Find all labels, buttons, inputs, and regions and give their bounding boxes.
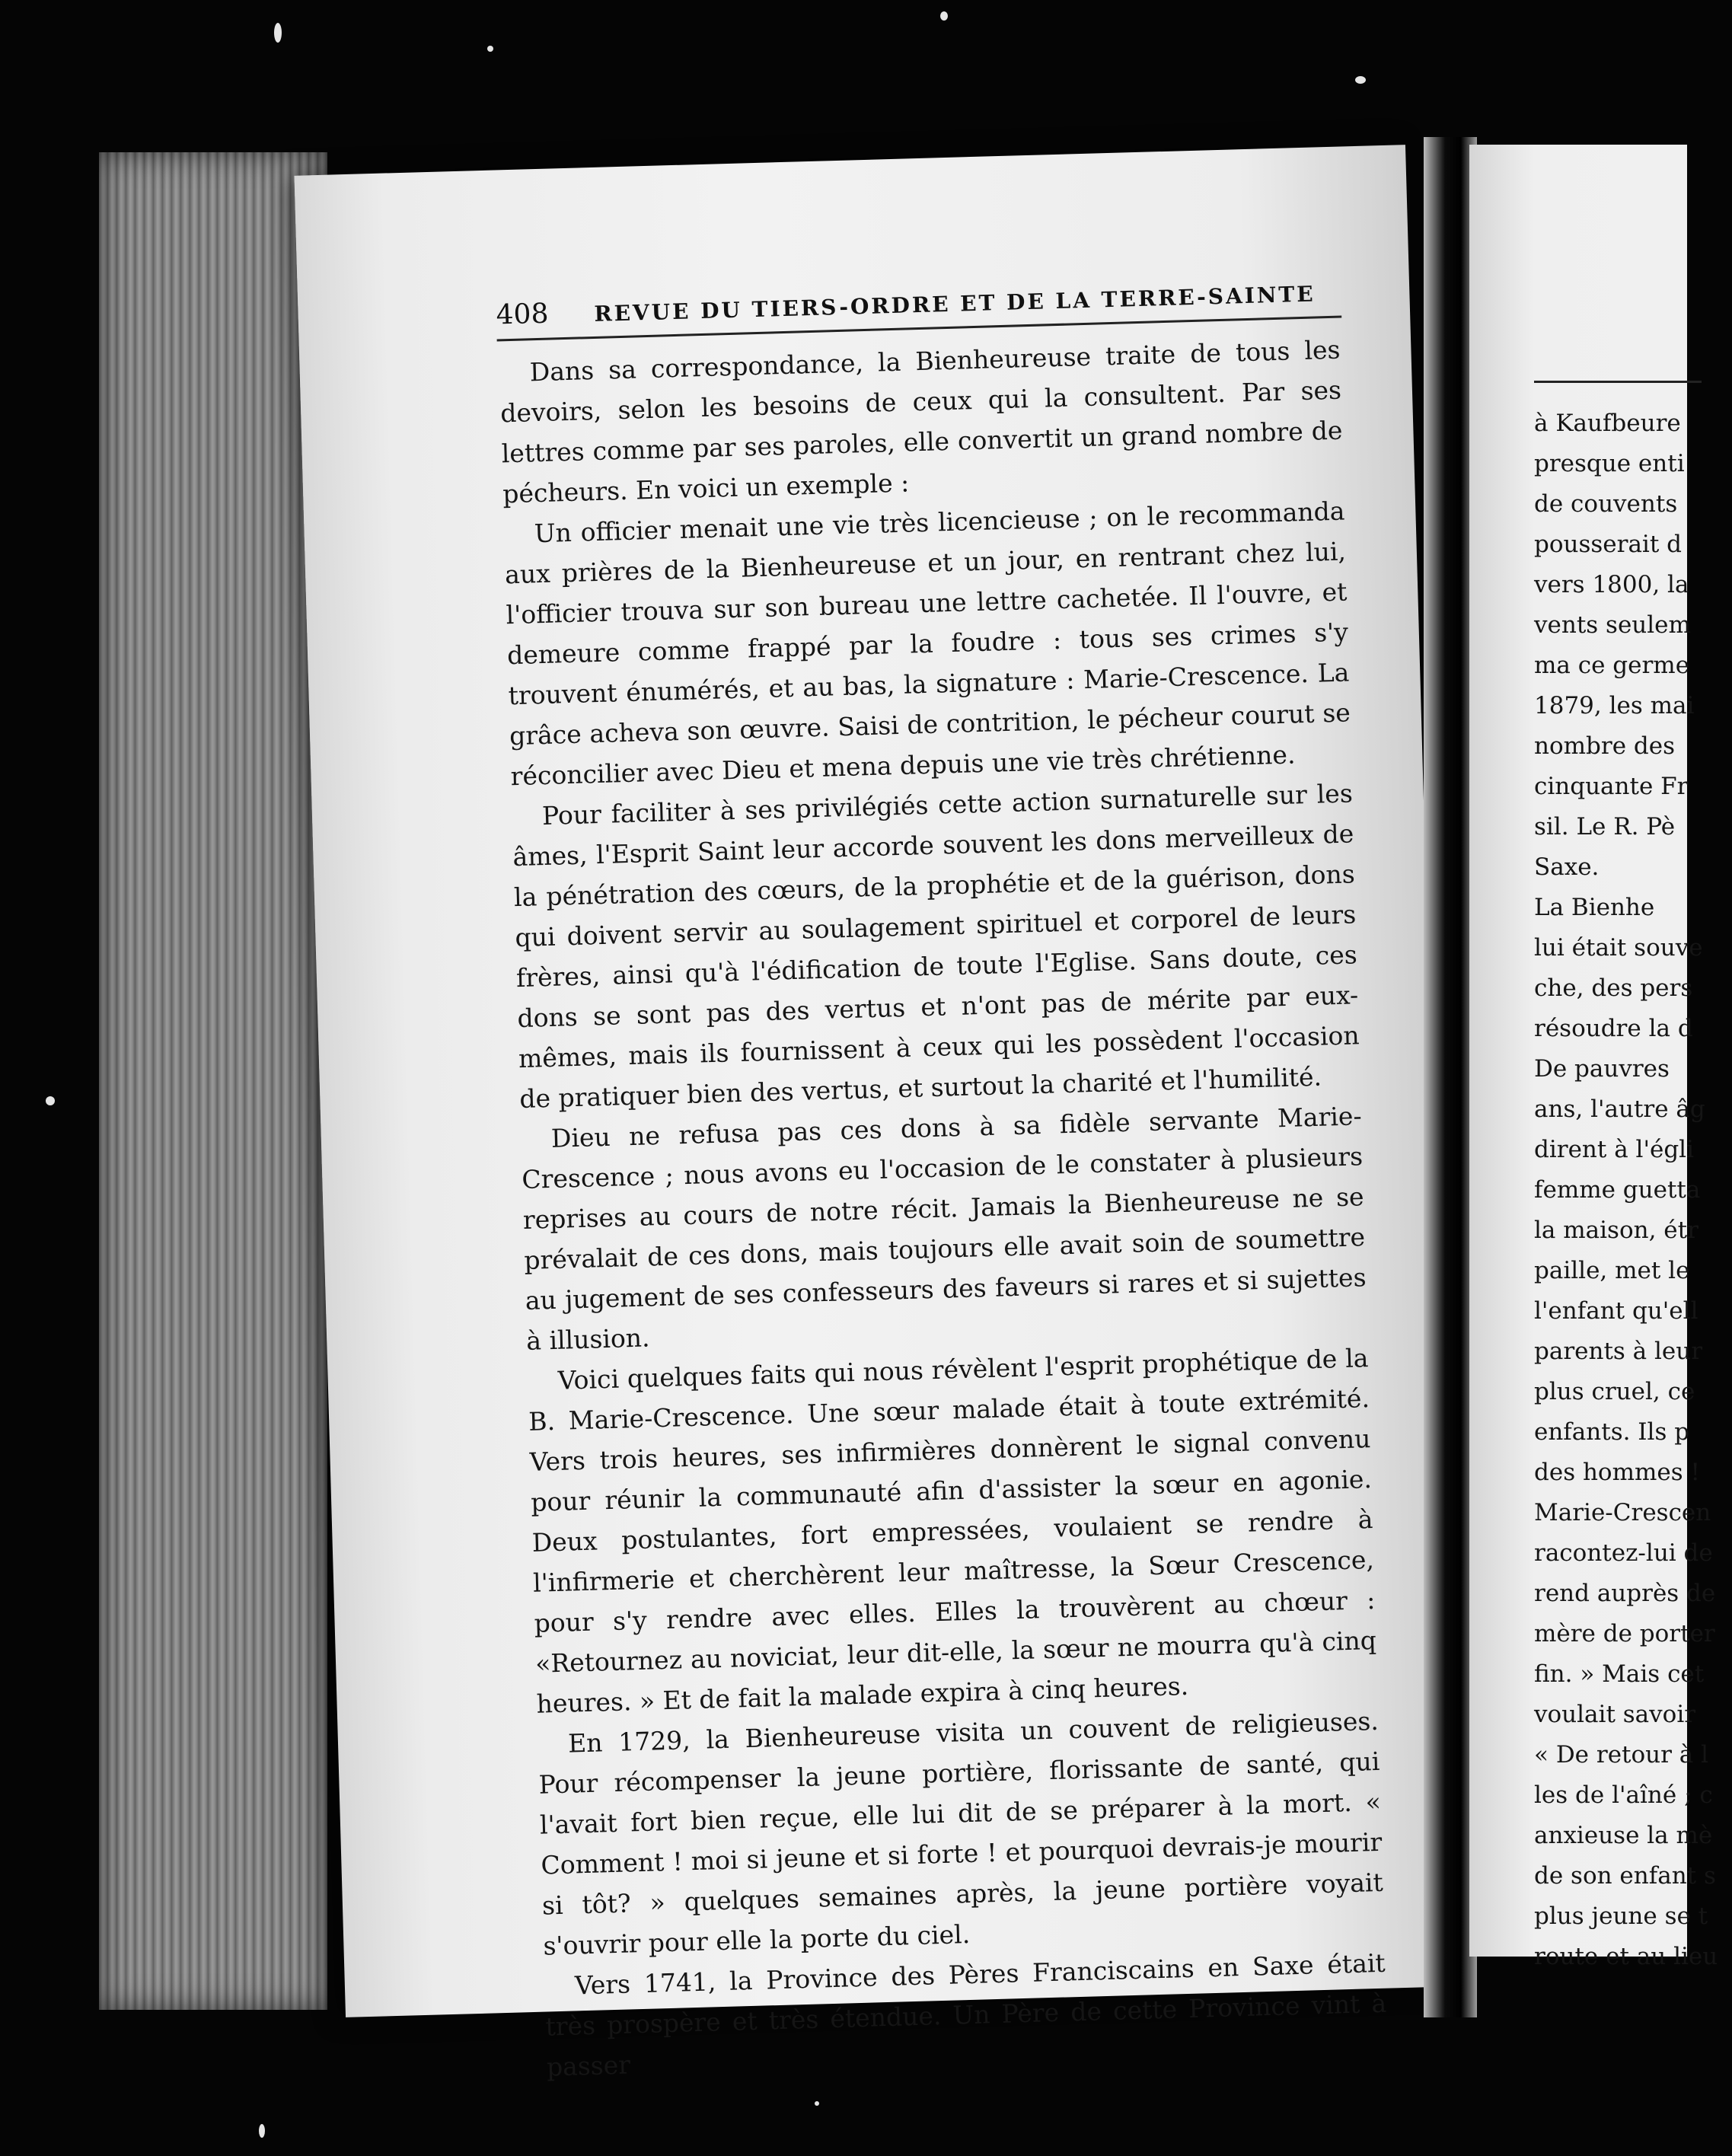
right-page-line: pousserait d [1534,531,1683,558]
paragraph: Dieu ne refusa pas ces dons à sa fidèle servante Marie-Crescence ; nous avons eu l'occasion de le constater à plusieurs reprises au cours de notre récit. Jamais la Bienheureuse ne se prévalait de ces dons, mais toujours elle avait soin de soumettre au jugement de ses confesseurs des faveurs si rares et si sujettes à illusion. [521,1101,1367,1356]
right-page-line: voulait savoir [1534,1701,1696,1728]
right-page-line: de couvents [1534,490,1678,518]
right-page-line: de son enfant s [1534,1862,1716,1890]
right-page-line: che, des pers [1534,974,1693,1002]
right-page-line: résoudre la d [1534,1015,1693,1042]
left-page [294,145,1456,2082]
right-page-line: mère de porter [1534,1620,1715,1647]
right-page-line: ma ce germe [1534,652,1690,679]
right-page-line: femme guetta [1534,1176,1701,1204]
scan-speck [274,23,282,43]
right-page-line: à Kaufbeure [1534,410,1681,437]
right-page-line: plus cruel, ce [1534,1378,1695,1405]
right-page-line: enfants. Ils p [1534,1418,1690,1446]
right-page-line: cinquante Fr [1534,773,1689,800]
right-page-line: La Bienhe [1534,894,1655,921]
scan-speck [259,2124,265,2138]
right-page-text [1534,403,1732,1977]
right-page-line: plus jeune se t [1534,1902,1708,1930]
right-page-line: rend auprès de [1534,1580,1716,1607]
right-page-line: sil. Le R. Pè [1534,813,1676,840]
scan-speck [940,11,948,21]
right-page-line: 1879, les mai [1534,692,1695,719]
right-page-line: les de l'aîné ; c [1534,1781,1713,1809]
scan-speck [46,1096,55,1105]
right-page-line: parents à leur [1534,1338,1703,1365]
right-page-line: paille, met le [1534,1257,1690,1284]
scan-speck [815,2101,819,2106]
right-page-line: vers 1800, la [1534,571,1689,598]
right-page [1469,145,1718,1970]
right-page-line: Marie-Crescen [1534,1499,1711,1526]
right-page-line: fin. » Mais cet [1534,1660,1705,1688]
right-page-line: presque enti [1534,450,1685,477]
right-page-line: l'enfant qu'ell [1534,1297,1699,1325]
right-page-line: dirent à l'égli [1534,1136,1694,1163]
scan-speck [487,46,493,52]
paragraph: Dans sa correspondance, la Bienheureuse traite de tous les devoirs, selon les besoins de ceux qui la consultent. Par ses lettres comme par ses paroles, elle convertit un grand nombre de pécheurs. En voici un exemple : [499,334,1343,509]
right-page-line: la maison, étr [1534,1217,1699,1244]
right-page-line: racontez-lui de [1534,1539,1713,1567]
right-page-line: nombre des [1534,732,1675,760]
page-number: 408 [496,298,549,331]
paragraph: Pour faciliter à ses privilégiés cette action surnaturelle sur les âmes, l'Esprit Saint leur accorde souvent les dons merveilleux de la pénétration des cœurs, de la prophétie et de la guérison, dons qui doivent servir au soulagement spirituel et corporel de leurs frères, ainsi qu'à l'édification de toute l'Eglise. Sans doute, ces dons se sont pas des vertus et n'ont pas de mérite par eux-mêmes, mais ils fournissent à ceux qui les possèdent l'occasion de pratiquer bien des vertus, et surtout la charité et l'humilité. [512,778,1360,1115]
running-header-title: REVUE DU TIERS-ORDRE ET DE LA TERRE-SAINTE [593,281,1316,327]
right-page-line: des hommes ! [1534,1459,1700,1486]
right-page-line: vents seulem [1534,611,1691,639]
right-page-line: Saxe. [1534,853,1600,881]
right-page-line: lui était souve [1534,934,1703,962]
right-page-line: ans, l'autre âg [1534,1096,1705,1123]
paragraph: Voici quelques faits qui nous révèlent l'esprit prophétique de la B. Marie-Crescence. Une sœur malade était à toute extrémité. Vers trois heures, ses infirmières donnèrent le signal convenu pour réunir la communauté afin d'assister la sœur en agonie. Deux postulantes, fort empressées, voulaient se rendre à l'infirmerie et cherchèrent leur maîtresse, la Sœur Crescence, pour s'y rendre avec elles. Elles la trouvèrent au chœur : «Retournez au noviciat, leur dit-elle, la sœur ne mourra qu'à cinq heures. » Et de fait la malade expira à cinq heures. [528,1343,1377,1719]
paragraph: Un officier menait une vie très licencieuse ; on le recommanda aux prières de la Bienheureuse et un jour, en rentrant chez lui, l'officier trouva sur son bureau une lettre cachetée. Il l'ouvre, et demeure comme frappé par la foudre : tous ses crimes s'y trouvent énumérés, et au bas, la signature : Marie-Crescence. La grâce acheva son œuvre. Saisi de contrition, le pécheur courut se réconcilier avec Dieu et mena depuis une vie très chrétienne. [504,496,1351,792]
paragraph: En 1729, la Bienheureuse visita un couvent de religieuses. Pour récompenser la jeune portière, florissante de santé, qui l'avait fort bien reçue, elle lui dit de se préparer à la mort. « Comment ! moi si jeune et si forte ! et pourquoi devrais-je mourir si tôt? » quelques semaines après, la jeune portière voyait s'ouvrir pour elle la porte du ciel. [538,1705,1384,1961]
right-page-line: route et au lieu [1534,1943,1718,1970]
body-text [499,330,1388,2087]
scan-speck [1355,76,1366,84]
right-page-line: anxieuse la mè [1534,1822,1713,1849]
paragraph: Vers 1741, la Province des Pères Franciscains en Saxe était très prospère et très étendue. Un Père de cette Province vint à passer [544,1947,1387,2082]
right-page-line: De pauvres [1534,1055,1670,1083]
running-header [496,276,1319,330]
right-header-rule [1534,381,1702,383]
book-page-edges [99,152,327,2010]
right-page-line: « De retour à l [1534,1741,1709,1768]
